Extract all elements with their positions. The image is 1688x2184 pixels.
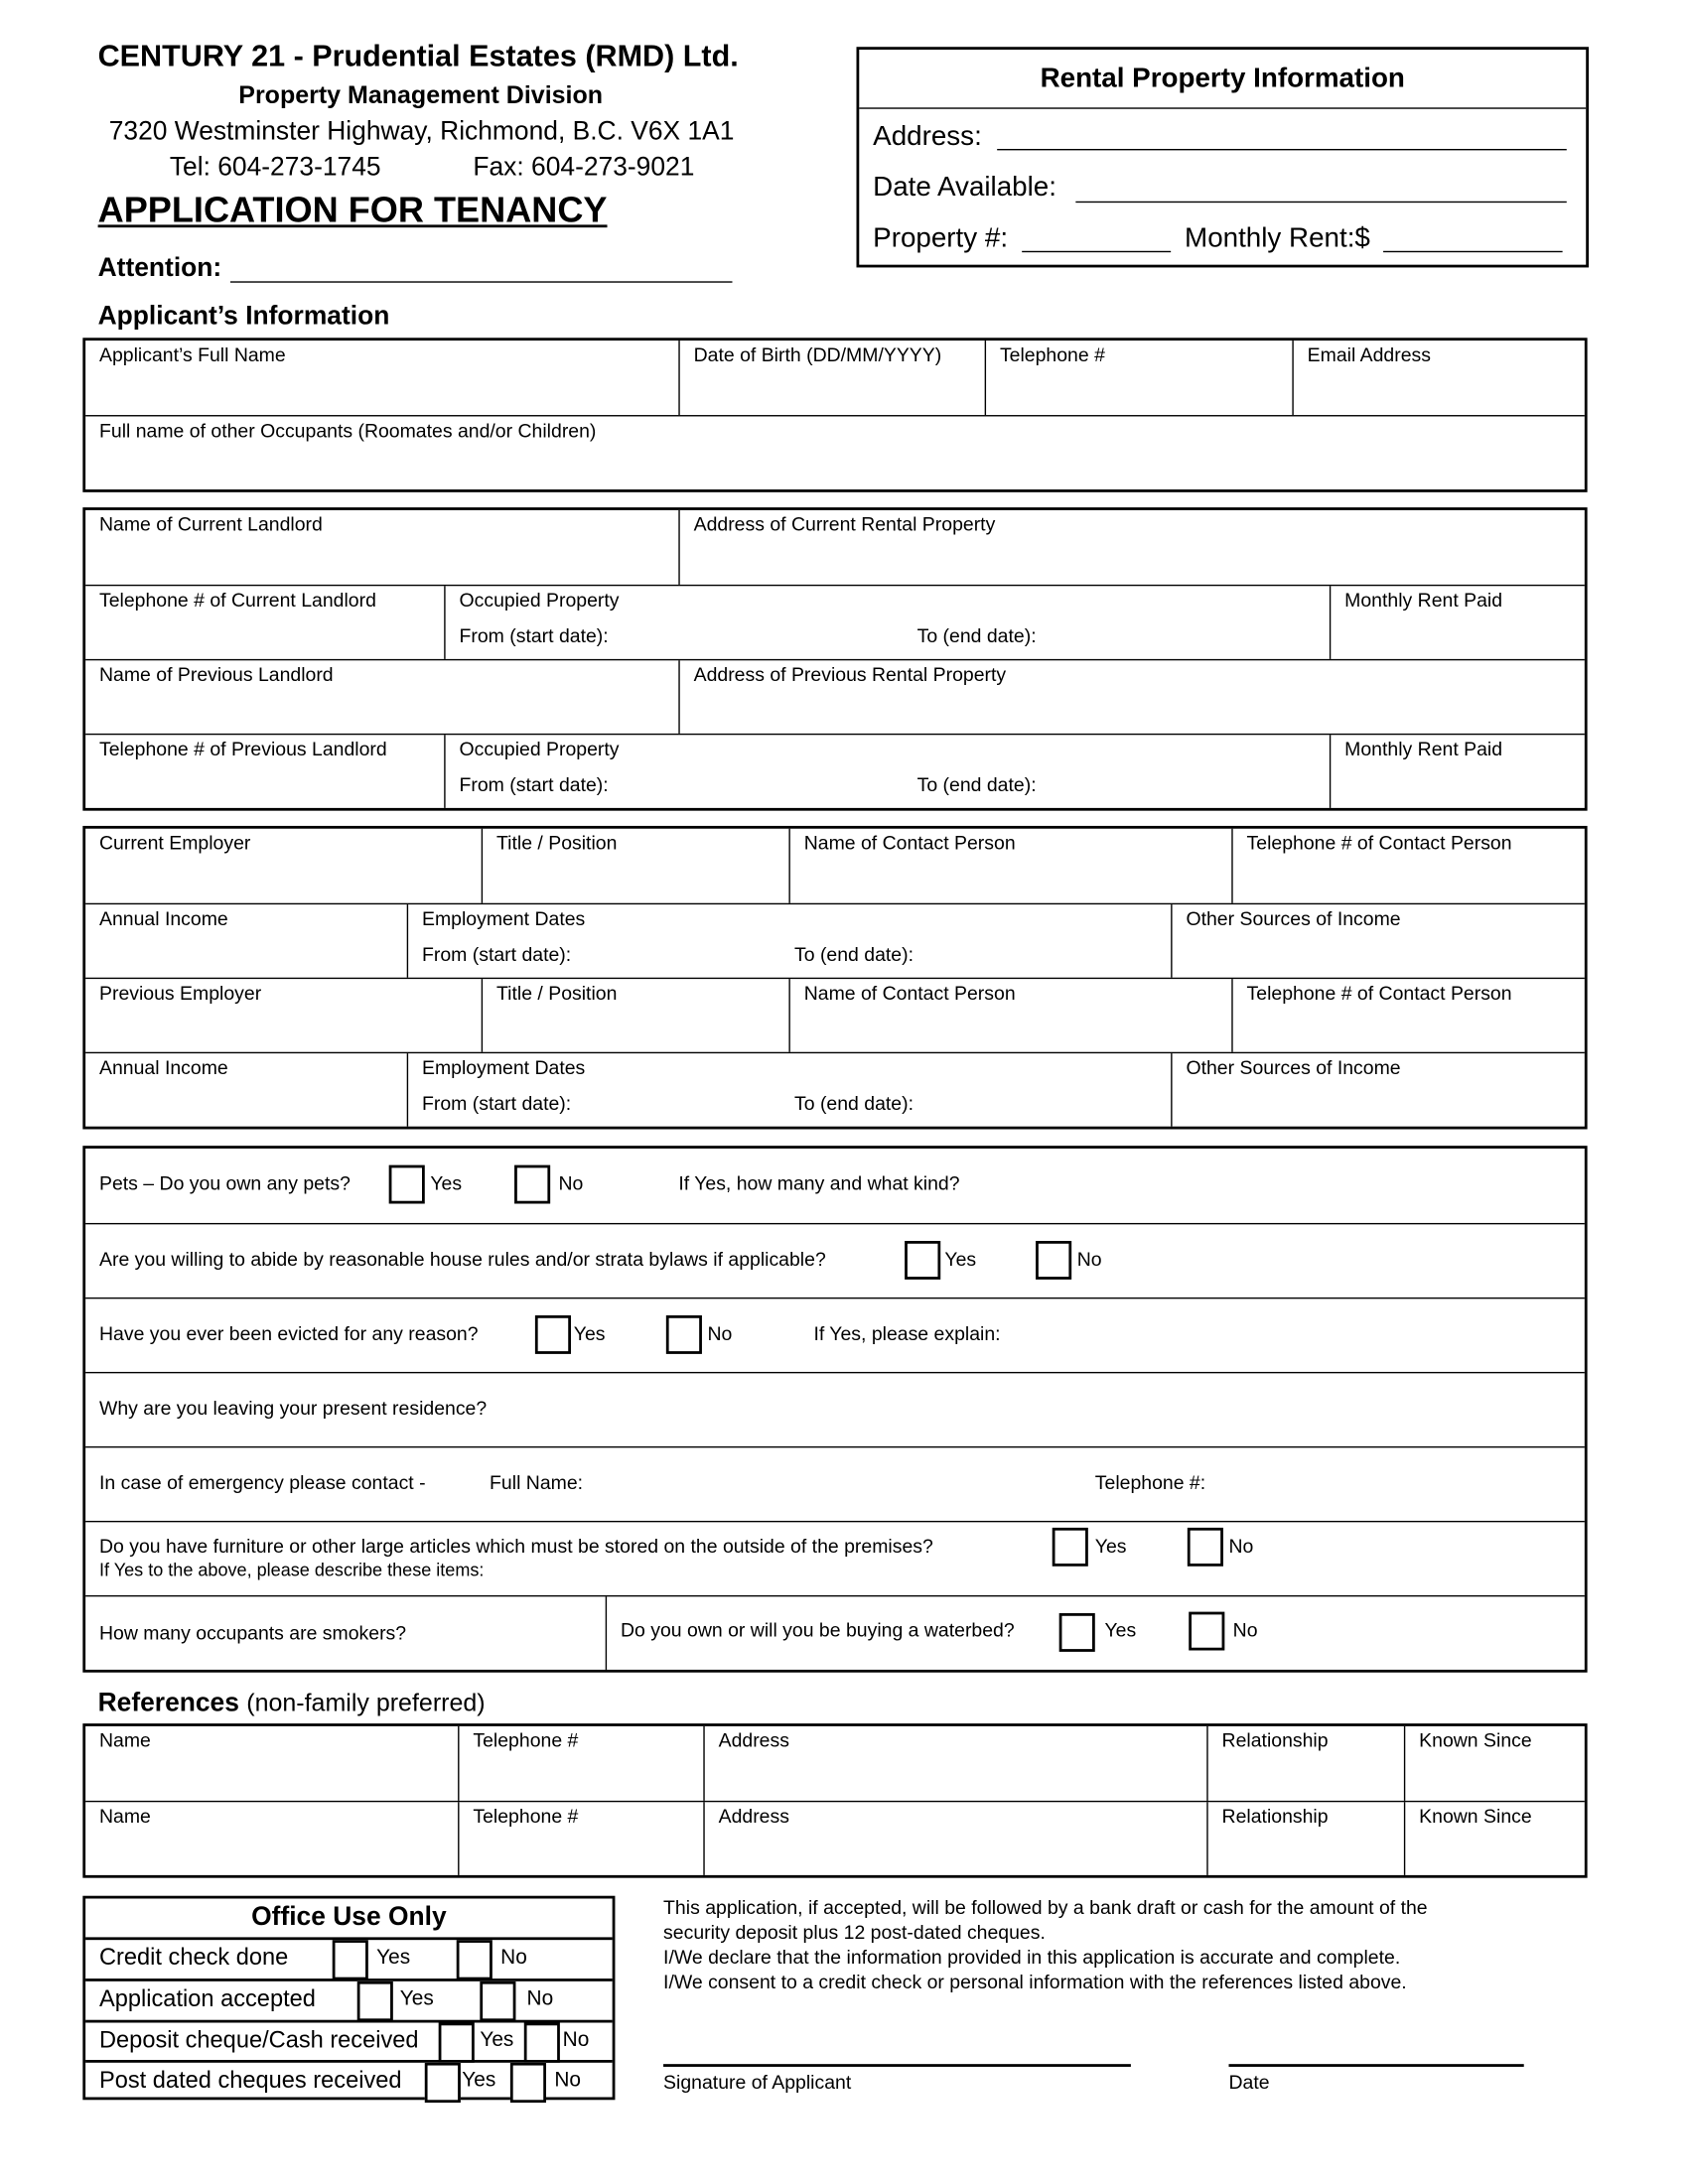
- form-title: APPLICATION FOR TENANCY: [97, 189, 608, 230]
- field-label: Full name of other Occupants (Roomates and/or Children): [99, 419, 597, 442]
- field-label: Monthly Rent Paid: [1344, 589, 1503, 612]
- yes-label: Yes: [1104, 1618, 1137, 1641]
- reference-name-field[interactable]: [85, 1802, 458, 1875]
- attention-label: Attention:: [97, 253, 222, 283]
- previous-other-income-field[interactable]: [1171, 1053, 1585, 1127]
- declaration-line: I/We declare that the information provided in this application is accurate and complete.: [663, 1945, 1401, 1968]
- previous-rental-address-field[interactable]: [678, 660, 1585, 734]
- reference-tel-field[interactable]: [458, 1802, 703, 1875]
- eviction-no-checkbox[interactable]: [666, 1315, 702, 1354]
- yes-label: Yes: [1094, 1534, 1127, 1558]
- previous-occupied-dates-field[interactable]: [444, 735, 1330, 808]
- no-label: No: [526, 1986, 554, 2011]
- field-label: Annual Income: [99, 906, 228, 930]
- date-line[interactable]: [1229, 2064, 1524, 2067]
- furniture-followup: If Yes to the above, please describe these items:: [99, 1559, 485, 1580]
- smokers-waterbed-row: [85, 1595, 1585, 1670]
- current-occupied-dates-field[interactable]: [444, 586, 1330, 659]
- credit-check-yes-checkbox[interactable]: [333, 1940, 368, 1979]
- from-label: From (start date):: [459, 773, 609, 796]
- current-employment-dates-field[interactable]: [407, 904, 1171, 978]
- yes-label: Yes: [944, 1247, 977, 1271]
- no-label: No: [562, 2028, 590, 2052]
- current-rental-address-field[interactable]: [678, 510, 1585, 585]
- reference-known-since-field[interactable]: [1404, 1726, 1585, 1801]
- previous-rent-paid-field[interactable]: [1330, 735, 1585, 808]
- waterbed-no-checkbox[interactable]: [1189, 1612, 1224, 1651]
- field-label: Current Employer: [99, 831, 251, 854]
- reference-name-field[interactable]: [85, 1726, 458, 1801]
- reference-row: [85, 1726, 1585, 1801]
- to-label: To (end date):: [794, 1092, 914, 1115]
- rental-address-label: Address:: [873, 121, 982, 152]
- field-label: Occupied Property: [459, 738, 620, 760]
- to-label: To (end date):: [916, 773, 1037, 796]
- questions-table: [82, 1146, 1587, 1673]
- references-subtitle: (non-family preferred): [246, 1689, 486, 1717]
- field-label: Telephone #: [473, 1805, 579, 1828]
- field-label: Known Since: [1419, 1728, 1532, 1751]
- field-label: Title / Position: [496, 981, 618, 1005]
- previous-income-field[interactable]: [85, 1053, 407, 1127]
- dob-field[interactable]: [678, 341, 984, 415]
- field-label: Address of Current Rental Property: [693, 512, 996, 535]
- no-label: No: [1076, 1247, 1102, 1271]
- field-label: Title / Position: [496, 831, 618, 854]
- field-label: Known Since: [1419, 1805, 1532, 1828]
- field-label: Name: [99, 1728, 151, 1751]
- company-name: CENTURY 21 - Prudential Estates (RMD) Ltd.: [97, 38, 739, 73]
- field-label: Email Address: [1307, 342, 1431, 366]
- no-label: No: [500, 1945, 527, 1970]
- from-label: From (start date):: [422, 1092, 572, 1115]
- furniture-yes-checkbox[interactable]: [1053, 1528, 1088, 1567]
- reference-relationship-field[interactable]: [1206, 1726, 1404, 1801]
- reference-address-field[interactable]: [703, 1802, 1206, 1875]
- office-row-label: Application accepted: [99, 1985, 316, 2012]
- waterbed-yes-checkbox[interactable]: [1059, 1613, 1095, 1652]
- declaration-line: I/We consent to a credit check or personal information with the references listed above.: [663, 1970, 1407, 1992]
- reference-address-field[interactable]: [703, 1726, 1206, 1801]
- no-label: No: [1228, 1534, 1254, 1558]
- office-row-label: Deposit cheque/Cash received: [99, 2026, 419, 2054]
- office-row-label: Post dated cheques received: [99, 2066, 402, 2094]
- telephone-field[interactable]: [985, 341, 1293, 415]
- waterbed-question: Do you own or will you be buying a waterbed?: [621, 1618, 1015, 1641]
- signature-label: Signature of Applicant: [663, 2071, 852, 2094]
- current-other-income-field[interactable]: [1171, 904, 1585, 978]
- no-label: No: [554, 2068, 581, 2092]
- company-tel: Tel: 604-273-1745: [169, 153, 381, 183]
- email-field[interactable]: [1292, 341, 1584, 415]
- rules-no-checkbox[interactable]: [1036, 1241, 1071, 1280]
- applicant-section-title: Applicant’s Information: [97, 302, 390, 332]
- post-dated-yes-checkbox[interactable]: [425, 2063, 461, 2103]
- declaration-line: This application, if accepted, will be followed by a bank draft or cash for the amount of the: [663, 1895, 1428, 1918]
- reference-known-since-field[interactable]: [1404, 1802, 1585, 1875]
- smokers-question: How many occupants are smokers?: [99, 1621, 407, 1644]
- date-available-field[interactable]: [1075, 202, 1566, 203]
- current-landlord-name-field[interactable]: [85, 510, 678, 585]
- pets-followup: If Yes, how many and what kind?: [678, 1171, 960, 1194]
- field-label: Previous Employer: [99, 981, 262, 1005]
- eviction-yes-checkbox[interactable]: [535, 1315, 571, 1354]
- pets-row: [85, 1149, 1585, 1223]
- office-row-label: Credit check done: [99, 1944, 289, 1971]
- field-label: Telephone # of Previous Landlord: [99, 738, 387, 760]
- pets-no-checkbox[interactable]: [514, 1165, 550, 1204]
- declaration-line: security deposit plus 12 post-dated cheques.: [663, 1920, 1046, 1943]
- applicant-table: [82, 338, 1587, 492]
- previous-title-field[interactable]: [482, 979, 789, 1052]
- previous-employer-field[interactable]: [85, 979, 482, 1052]
- yes-label: Yes: [430, 1171, 463, 1194]
- current-employer-field[interactable]: [85, 829, 482, 903]
- landlord-table: [82, 507, 1587, 811]
- current-contact-field[interactable]: [788, 829, 1231, 903]
- reference-row: [85, 1801, 1585, 1875]
- field-label: Telephone #: [999, 342, 1105, 366]
- field-label: Other Sources of Income: [1186, 906, 1401, 930]
- references-title: [98, 1689, 486, 1719]
- property-number-label: Property #:: [873, 223, 1009, 254]
- declaration-text: [663, 1894, 1428, 1993]
- pets-question: Pets – Do you own any pets?: [99, 1171, 351, 1194]
- field-label: Annual Income: [99, 1055, 228, 1079]
- field-label: Name: [99, 1805, 151, 1828]
- attention-field[interactable]: [230, 281, 733, 282]
- yes-label: Yes: [462, 2068, 496, 2092]
- current-title-field[interactable]: [482, 829, 789, 903]
- field-label: Relationship: [1221, 1728, 1329, 1751]
- eviction-question: Have you ever been evicted for any reason?: [99, 1321, 479, 1345]
- eviction-followup: If Yes, please explain:: [813, 1321, 1001, 1345]
- rules-row: [85, 1223, 1585, 1297]
- monthly-rent-field[interactable]: [1383, 251, 1563, 252]
- rental-box-title: Rental Property Information: [859, 50, 1586, 109]
- leaving-row[interactable]: [85, 1372, 1585, 1446]
- from-label: From (start date):: [459, 624, 609, 647]
- field-label: Telephone # of Current Landlord: [99, 589, 376, 612]
- field-label: Telephone #: [473, 1728, 579, 1751]
- deposit-no-checkbox[interactable]: [524, 2023, 560, 2063]
- division-name: Property Management Division: [238, 80, 604, 109]
- emergency-name-label: Full Name:: [490, 1470, 584, 1494]
- field-label: Name of Previous Landlord: [99, 663, 334, 686]
- to-label: To (end date):: [916, 624, 1037, 647]
- accepted-yes-checkbox[interactable]: [357, 1981, 393, 2021]
- pets-yes-checkbox[interactable]: [389, 1165, 425, 1204]
- field-label: Relationship: [1221, 1805, 1329, 1828]
- field-label: Monthly Rent Paid: [1344, 738, 1503, 760]
- from-label: From (start date):: [422, 943, 572, 966]
- monthly-rent-label: Monthly Rent:$: [1185, 223, 1370, 254]
- references-heading: References: [97, 1689, 239, 1718]
- office-use-title: Office Use Only: [251, 1902, 447, 1932]
- field-label: Name of Contact Person: [803, 981, 1016, 1005]
- signature-line[interactable]: [663, 2064, 1131, 2067]
- current-landlord-tel-field[interactable]: [85, 586, 444, 659]
- field-label: Other Sources of Income: [1186, 1055, 1401, 1079]
- field-label: Telephone # of Contact Person: [1246, 981, 1512, 1005]
- field-label: Employment Dates: [422, 1055, 586, 1079]
- previous-contact-tel-field[interactable]: [1231, 979, 1585, 1052]
- yes-label: Yes: [480, 2028, 514, 2052]
- field-label: Address: [718, 1728, 789, 1751]
- accepted-no-checkbox[interactable]: [480, 1981, 515, 2021]
- smokers-field[interactable]: [85, 1596, 606, 1670]
- emergency-row[interactable]: [85, 1446, 1585, 1521]
- previous-contact-field[interactable]: [788, 979, 1231, 1052]
- employment-table: [82, 826, 1587, 1130]
- emergency-label: In case of emergency please contact -: [99, 1470, 426, 1494]
- rules-question: Are you willing to abide by reasonable house rules and/or strata bylaws if applicable?: [99, 1247, 826, 1271]
- previous-employment-dates-field[interactable]: [407, 1053, 1171, 1127]
- no-label: No: [558, 1171, 584, 1194]
- current-rent-paid-field[interactable]: [1330, 586, 1585, 659]
- furniture-row: [85, 1521, 1585, 1595]
- deposit-yes-checkbox[interactable]: [439, 2023, 475, 2063]
- eviction-row: [85, 1297, 1585, 1372]
- furniture-question: Do you have furniture or other large articles which must be stored on the outside of the premises?: [99, 1534, 933, 1558]
- no-label: No: [707, 1321, 733, 1345]
- office-use-box: [82, 1896, 615, 2101]
- rules-yes-checkbox[interactable]: [905, 1241, 940, 1280]
- field-label: Date of Birth (DD/MM/YYYY): [693, 342, 942, 366]
- field-label: Address of Previous Rental Property: [693, 663, 1007, 686]
- previous-landlord-name-field[interactable]: [85, 660, 678, 734]
- current-income-field[interactable]: [85, 904, 407, 978]
- company-fax: Fax: 604-273-9021: [473, 153, 695, 183]
- date-available-label: Date Available:: [873, 172, 1056, 204]
- rental-property-box: [857, 47, 1590, 267]
- field-label: Name of Contact Person: [803, 831, 1016, 854]
- company-address: 7320 Westminster Highway, Richmond, B.C. V6X 1A1: [108, 117, 735, 147]
- field-label: Telephone # of Contact Person: [1246, 831, 1512, 854]
- credit-check-no-checkbox[interactable]: [457, 1940, 492, 1979]
- emergency-tel-label: Telephone #:: [1094, 1470, 1206, 1494]
- field-label: Employment Dates: [422, 906, 586, 930]
- office-row-post-dated: [85, 2060, 613, 2103]
- reference-relationship-field[interactable]: [1206, 1802, 1404, 1875]
- date-label: Date: [1228, 2071, 1270, 2094]
- yes-label: Yes: [376, 1945, 411, 1970]
- furniture-no-checkbox[interactable]: [1188, 1528, 1223, 1567]
- no-label: No: [1232, 1618, 1258, 1641]
- office-row-credit-check: [85, 1937, 613, 1979]
- yes-label: Yes: [399, 1986, 434, 2011]
- yes-label: Yes: [573, 1321, 606, 1345]
- rental-address-field[interactable]: [997, 149, 1567, 150]
- leaving-question: Why are you leaving your present residence?: [99, 1396, 488, 1420]
- previous-landlord-tel-field[interactable]: [85, 735, 444, 808]
- to-label: To (end date):: [794, 943, 914, 966]
- office-row-application-accepted: [85, 1979, 613, 2021]
- field-label: Name of Current Landlord: [99, 512, 323, 535]
- field-label: Applicant’s Full Name: [99, 342, 286, 366]
- reference-tel-field[interactable]: [458, 1726, 703, 1801]
- property-number-field[interactable]: [1022, 251, 1171, 252]
- field-label: Address: [718, 1805, 789, 1828]
- current-contact-tel-field[interactable]: [1231, 829, 1585, 903]
- full-name-field[interactable]: [85, 341, 678, 415]
- field-label: Occupied Property: [459, 589, 620, 612]
- other-occupants-field[interactable]: [85, 416, 1585, 489]
- references-table: [82, 1723, 1587, 1878]
- post-dated-no-checkbox[interactable]: [510, 2063, 546, 2103]
- waterbed-cell: [606, 1596, 1585, 1670]
- office-row-deposit: [85, 2020, 613, 2063]
